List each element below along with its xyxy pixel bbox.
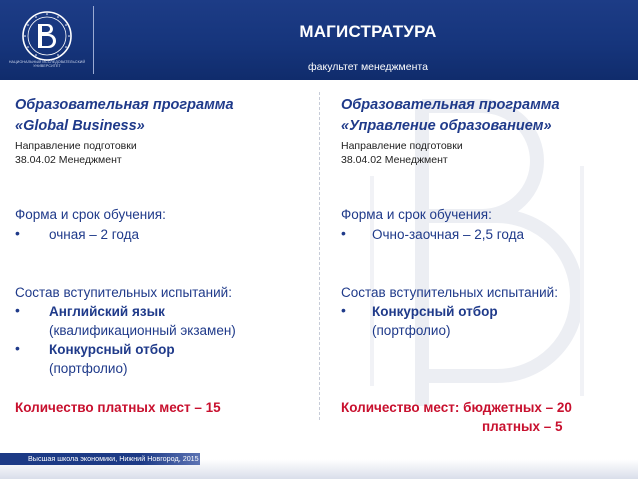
left-exam1-title: Английский язык — [49, 304, 165, 319]
left-exam2-title: Конкурсный отбор — [49, 342, 175, 357]
right-exam1-title: Конкурсный отбор — [372, 304, 498, 319]
left-exams-heading: Состав вступительных испытаний: — [15, 285, 232, 300]
right-places-line1: Количество мест: бюджетных – 20 — [341, 400, 572, 415]
right-exam1-note: (портфолио) — [372, 323, 451, 338]
left-form-item: очная – 2 года — [49, 227, 140, 242]
right-form-item: Очно-заочная – 2,5 года — [372, 227, 524, 242]
footer-text: Высшая школа экономики, Нижний Новгород, 2015 — [28, 454, 199, 463]
right-program-name: «Управление образованием» — [341, 118, 552, 134]
left-program-name: «Global Business» — [15, 118, 145, 134]
left-places: Количество платных мест – 15 — [15, 400, 221, 415]
bullet-icon: • — [341, 225, 346, 241]
bullet-icon: • — [15, 225, 20, 241]
page-title: МАГИСТРАТУРА — [299, 22, 437, 41]
bullet-icon: • — [341, 302, 346, 318]
left-direction-label: Направление подготовки — [15, 140, 137, 152]
right-exams-heading: Состав вступительных испытаний: — [341, 285, 558, 300]
right-direction-label: Направление подготовки — [341, 140, 463, 152]
header-divider — [93, 6, 94, 74]
bullet-icon: • — [15, 302, 20, 318]
logo-caption: НАЦИОНАЛЬНЫЙ ИССЛЕДОВАТЕЛЬСКИЙ УНИВЕРСИТЕТ — [8, 60, 86, 69]
left-exam2-note: (портфолио) — [49, 361, 128, 376]
bullet-icon: • — [15, 340, 20, 356]
right-program-line1: Образовательная программа — [341, 97, 560, 113]
right-places-line2: платных – 5 — [482, 419, 563, 434]
left-program-line1: Образовательная программа — [15, 97, 234, 113]
page-subtitle: факультет менеджмента — [308, 61, 428, 73]
left-direction-code: 38.04.02 Менеджмент — [15, 154, 122, 166]
left-form-heading: Форма и срок обучения: — [15, 207, 166, 222]
right-direction-code: 38.04.02 Менеджмент — [341, 154, 448, 166]
left-exam1-note: (квалификационный экзамен) — [49, 323, 236, 338]
column-divider — [319, 92, 320, 420]
right-form-heading: Форма и срок обучения: — [341, 207, 492, 222]
